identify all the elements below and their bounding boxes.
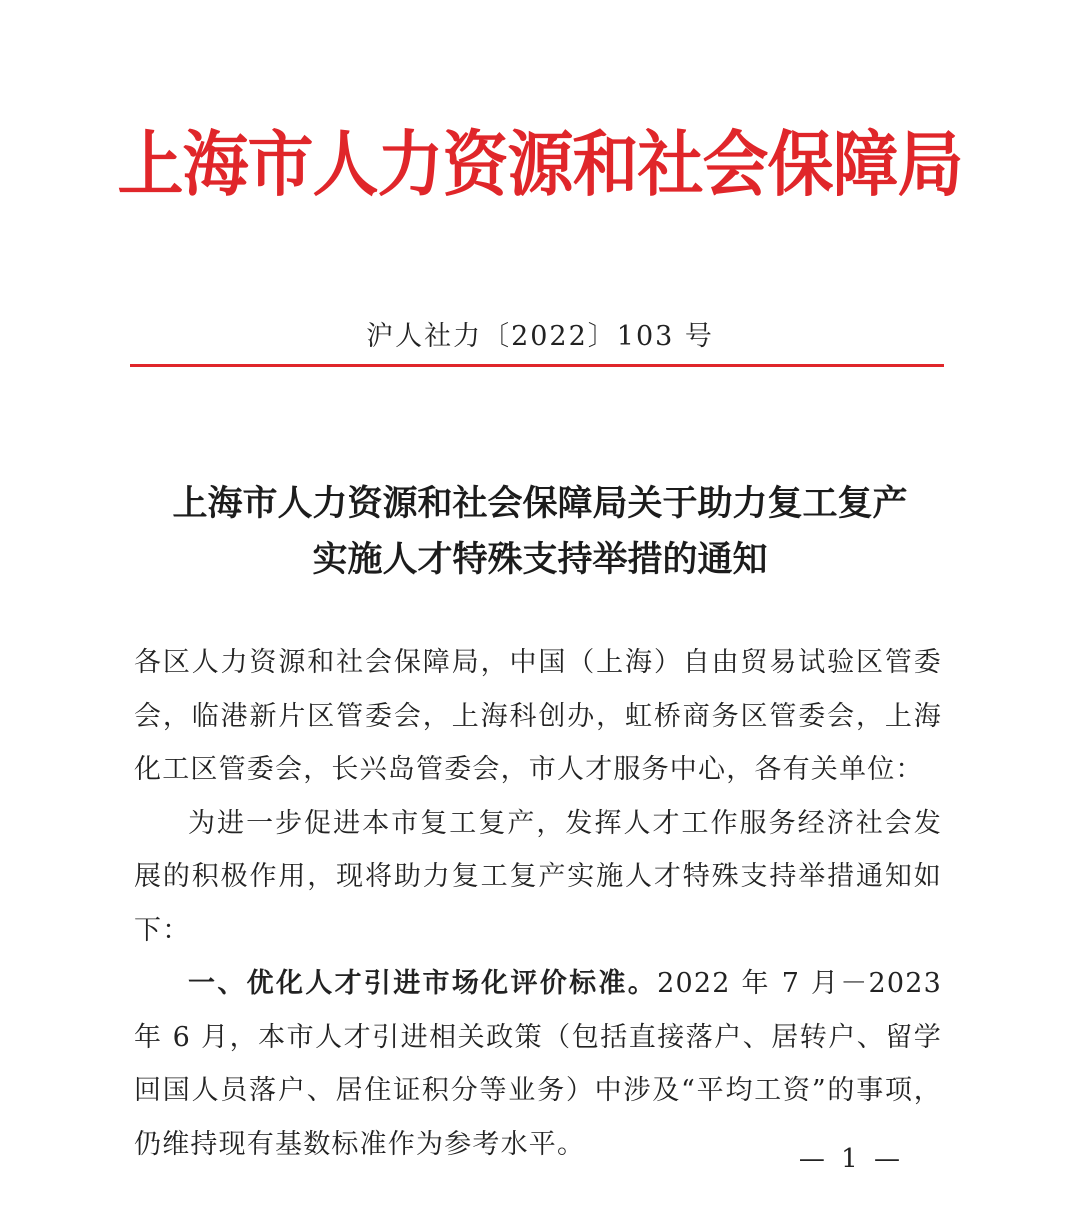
document-title <box>100 476 980 588</box>
intro-paragraph: 为进一步促进本市复工复产，发挥人才工作服务经济社会发展的积极作用，现将助力复工复产实施人才特殊支持举措通知如下： <box>134 807 942 946</box>
item-1-heading: 一、优化人才引进市场化评价标准。 <box>188 968 658 999</box>
addressees-paragraph: 各区人力资源和社会保障局，中国（上海）自由贸易试验区管委会，临港新片区管委会，上海科创办，虹桥商务区管委会，上海化工区管委会，长兴岛管委会，市人才服务中心，各有关单位： <box>134 647 942 785</box>
item-1-paragraph <box>134 957 942 1171</box>
agency-masthead: 上海市人力资源和社会保障局 <box>117 121 963 207</box>
document-body <box>134 636 942 1171</box>
document-number: 沪人社力〔2022〕103 号 <box>366 321 714 352</box>
document-title-line-1: 上海市人力资源和社会保障局关于助力复工复产 <box>172 483 908 524</box>
document-title-line-2: 实施人才特殊支持举措的通知 <box>312 539 768 580</box>
item-1-body: 2022 年 7 月－2023 年 6 月，本市人才引进相关政策（包括直接落户、居转户、留学回国人员落户、居住证积分等业务）中涉及“平均工资”的事项，仍维持现有基数标准作为参考水平。 <box>134 968 942 1160</box>
red-divider-line <box>130 364 944 367</box>
page-number: — 1 — <box>798 1144 904 1174</box>
